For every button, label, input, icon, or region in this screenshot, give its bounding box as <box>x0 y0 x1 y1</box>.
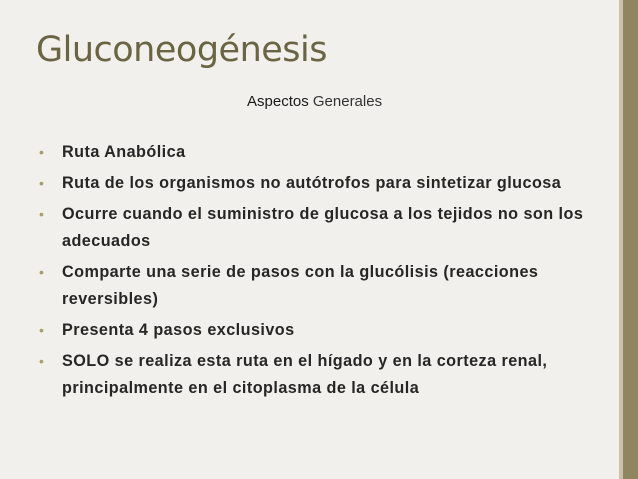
bullet-item <box>36 201 611 255</box>
bullet-item <box>36 259 611 313</box>
bullet-text: SOLO se realiza esta ruta en el hígado y en la corteza renal, principalmente en el citoplasma de la célula <box>62 352 548 397</box>
bullet-item <box>36 317 611 344</box>
bullet-item <box>36 348 611 402</box>
bullet-dot-icon: • <box>39 175 45 191</box>
bullet-dot-icon: • <box>39 353 45 369</box>
bullet-item <box>36 170 611 197</box>
subtitle-strong-word: Aspectos <box>247 93 309 110</box>
bullet-text: Ocurre cuando el suministro de glucosa a los tejidos no son los adecuados <box>62 205 584 250</box>
bullet-text: Ruta Anabólica <box>62 143 186 161</box>
bullet-dot-icon: • <box>39 264 45 280</box>
bullet-list <box>36 139 611 406</box>
bullet-text: Comparte una serie de pasos con la glucólisis (reacciones reversibles) <box>62 263 539 308</box>
slide-title: Gluconeogénesis <box>36 30 327 70</box>
bullet-dot-icon: • <box>39 322 45 338</box>
slide-subtitle <box>247 93 382 110</box>
bullet-text: Presenta 4 pasos exclusivos <box>62 321 295 339</box>
bullet-dot-icon: • <box>39 144 45 160</box>
bullet-item <box>36 139 611 166</box>
bullet-dot-icon: • <box>39 206 45 222</box>
side-band <box>623 0 638 479</box>
subtitle-rest: Generales <box>308 93 383 110</box>
bullet-text: Ruta de los organismos no autótrofos para sintetizar glucosa <box>62 174 562 192</box>
